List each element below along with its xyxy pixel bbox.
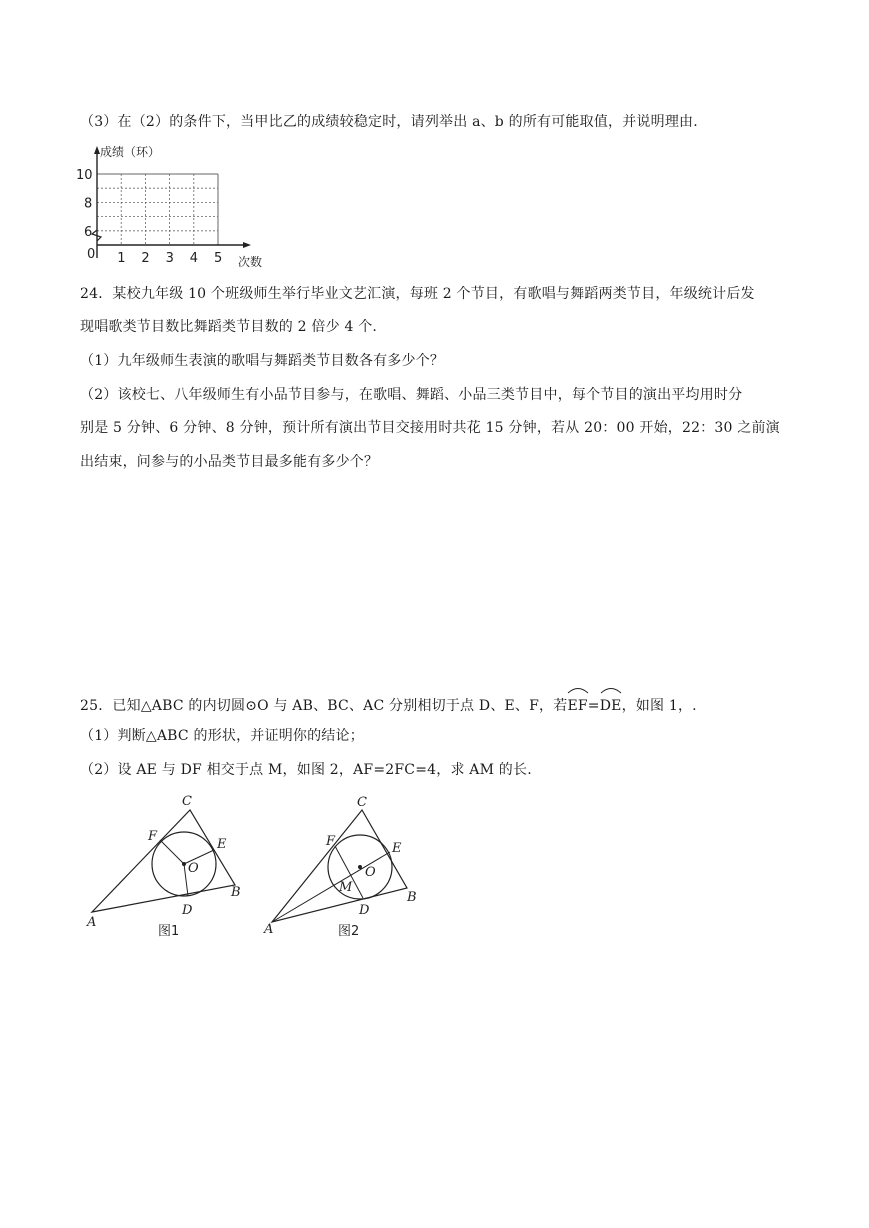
arc-de-label: DE	[599, 698, 622, 714]
q24-part2-line1: （2）该校七、八年级师生有小品节目参与，在歌唱、舞蹈、小品三类节目中，每个节目的演出平均用时分	[80, 387, 743, 403]
score-chart	[70, 140, 270, 270]
label-m-2: M	[339, 880, 353, 895]
label-e-1: E	[217, 837, 227, 852]
caption-figure-1: 图1	[158, 924, 180, 939]
label-c-2: C	[357, 795, 367, 810]
figure-1	[80, 790, 270, 950]
arc-de-mark	[600, 686, 622, 694]
y-tick-label: 8	[84, 196, 93, 212]
q25-part1: （1）判断△ABC 的形状，并证明你的结论；	[80, 728, 364, 744]
label-d-2: D	[359, 903, 370, 918]
arc-ef-mark	[567, 686, 589, 694]
x-axis-arrow	[243, 242, 251, 248]
origin-label: 0	[87, 247, 96, 262]
q25-stem	[80, 692, 697, 716]
y-axis-label: 成绩（环）	[100, 145, 161, 159]
chart-grid	[97, 174, 218, 245]
y-tick-label: 10	[76, 168, 93, 183]
x-tick-label: 4	[189, 251, 199, 266]
label-a-2: A	[264, 922, 274, 937]
x-tick-label: 1	[117, 251, 126, 266]
y-tick-label: 6	[84, 224, 93, 240]
q24-part1: （1）九年级师生表演的歌唱与舞蹈类节目数各有多少个？	[80, 353, 445, 369]
label-o-1: O	[188, 861, 199, 876]
arc-ef-label: EF	[567, 698, 588, 714]
label-f-2: F	[326, 834, 336, 849]
x-tick-label: 5	[214, 251, 223, 266]
arc-ef	[567, 692, 587, 716]
label-b-1: B	[231, 885, 241, 900]
label-b-2: B	[407, 890, 417, 905]
q25-stem-prefix: 25．已知△ABC 的内切圆⊙O 与 AB、BC、AC 分别相切于点 D、E、F，若	[80, 698, 568, 714]
radius-of-1	[160, 840, 184, 864]
label-d-1: D	[182, 903, 193, 918]
x-tick-label: 2	[141, 251, 150, 266]
caption-figure-2: 图2	[338, 924, 360, 939]
label-c-1: C	[182, 794, 192, 809]
q25-part2: （2）设 AE 与 DF 相交于点 M，如图 2，AF=2FC=4，求 AM 的长.	[80, 762, 532, 778]
triangle-abc-2	[272, 810, 407, 922]
center-dot-1	[182, 862, 186, 866]
q24-stem-line2: 现唱歌类节目数比舞蹈类节目数的 2 倍少 4 个.	[80, 319, 378, 335]
x-tick-label: 3	[165, 251, 174, 266]
arc-equals: =	[587, 698, 600, 714]
q24-part2-line3: 出结束，问参与的小品类节目最多能有多少个？	[80, 454, 379, 470]
figure-2	[262, 790, 452, 950]
label-o-2: O	[365, 865, 376, 880]
q24-stem-line1: 24．某校九年级 10 个班级师生举行毕业文艺汇演，每班 2 个节目，有歌唱与舞蹈两类节目，年级统计后发	[80, 286, 755, 302]
label-a-1: A	[87, 915, 97, 930]
q25-stem-suffix: ，如图 1，.	[621, 698, 697, 714]
center-dot-2	[358, 865, 362, 869]
q24-part2-line2: 别是 5 分钟、6 分钟、8 分钟，预计所有演出节目交接用时共花 15 分钟，若从 20：00 开始，22：30 之前演	[80, 420, 780, 436]
label-e-2: E	[392, 841, 402, 856]
arc-de	[600, 692, 622, 716]
q23-part3: （3）在（2）的条件下，当甲比乙的成绩较稳定时，请列举出 a、b 的所有可能取值，并说明理由.	[80, 114, 698, 130]
segment-ae-2	[272, 852, 390, 922]
triangle-abc-1	[92, 810, 235, 912]
label-f-1: F	[148, 829, 158, 844]
x-axis-label: 次数	[238, 255, 263, 269]
